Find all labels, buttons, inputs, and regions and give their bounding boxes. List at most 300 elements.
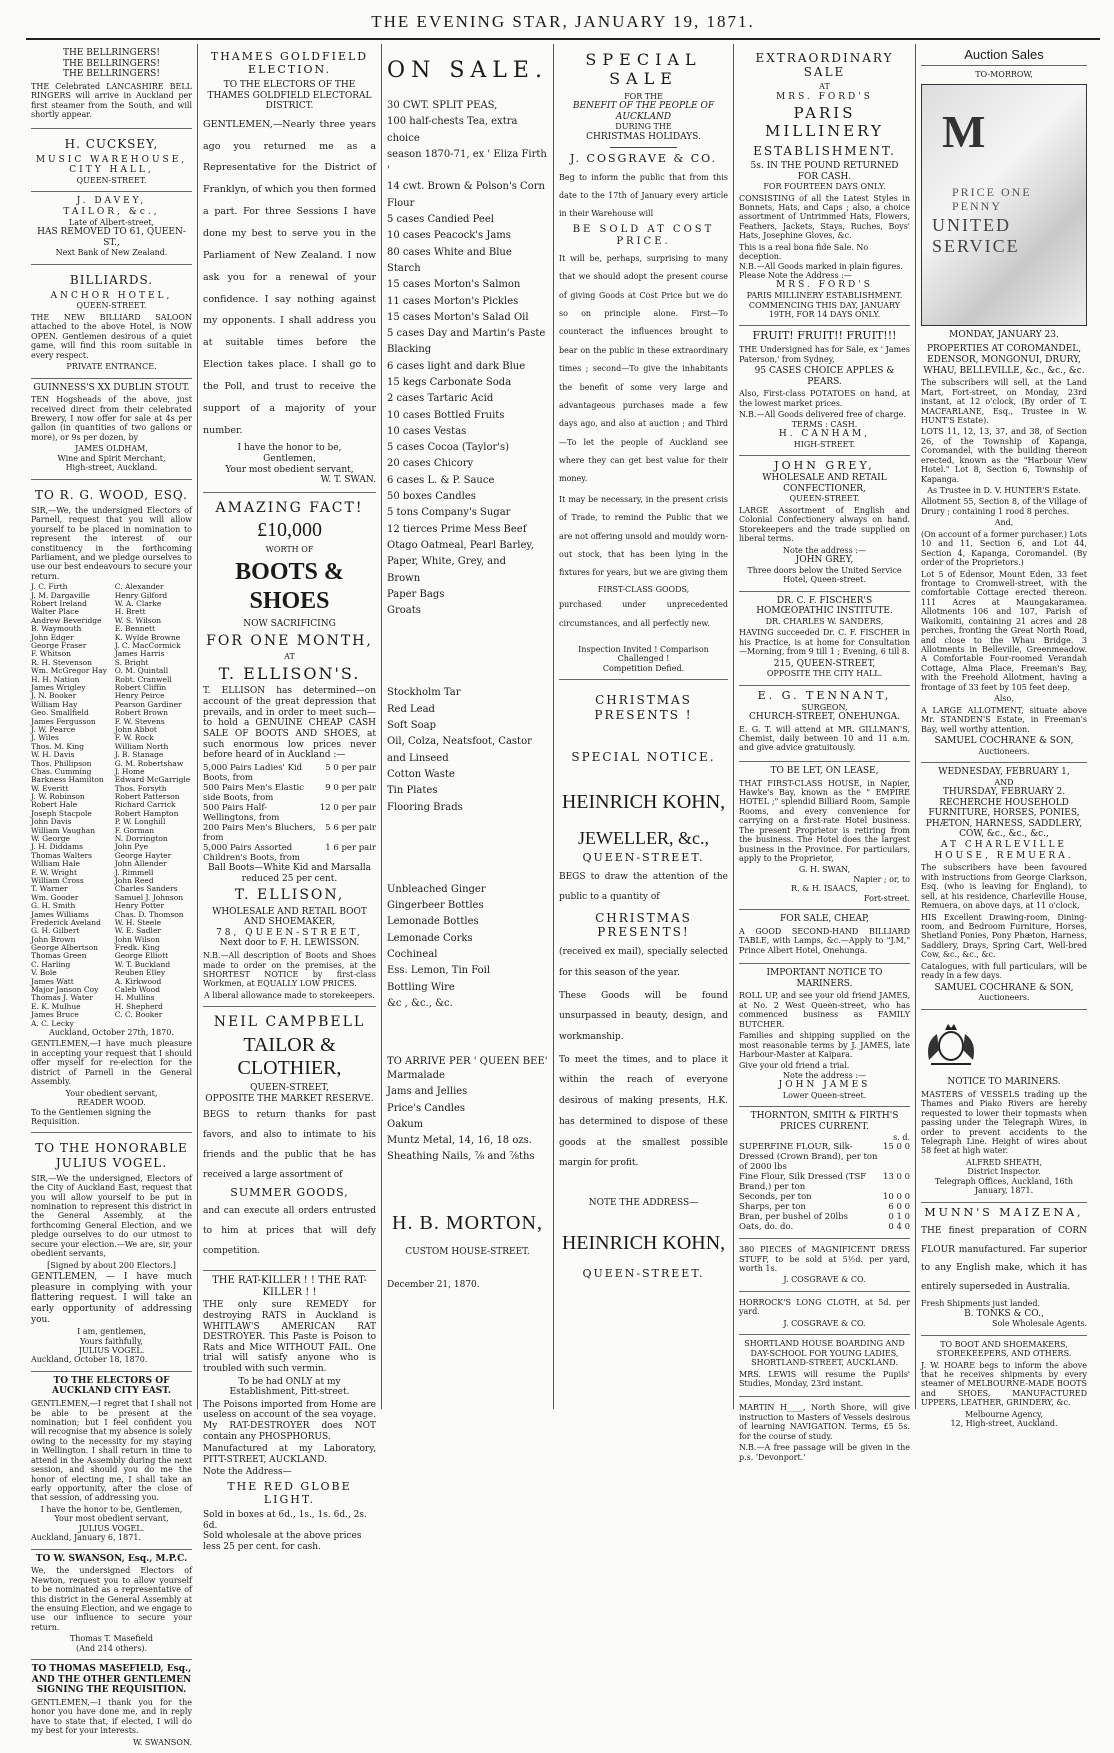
elector-name: J. N. Booker: [31, 691, 77, 701]
swanson-body: We, the undersigned Electors of Newton, request you to allow yourself to be nominated as a representative of this district in the General Assembly at the ensuing Election, and we engage to use our influence to secure your return.: [31, 1566, 192, 1632]
swanson-title: TO W. SWANSON, Esq., M.P.C.: [35, 1553, 188, 1564]
elector-name: W. George: [31, 834, 70, 844]
columns: [26, 44, 1100, 1747]
mariners-office: Telegraph Offices, Auckland, 16th January, 1871.: [935, 1176, 1073, 1196]
grey-wholesale: WHOLESALE AND RETAIL CONFECTIONER,: [762, 473, 887, 494]
let-body: THAT FIRST-CLASS HOUSE, in Napier, Hawke's Bay, known as the " EMPIRE HOTEL ;" splendid Billiard Room, Sample Rooms, and every convenience for carrying on a first-rate Hotel business. The present Proprietor is retiring from the business. The Hotel does the largest business in the Province. For particulars, apply to the Proprietor,: [739, 778, 910, 864]
charleville-ad: [921, 763, 1087, 1010]
auction-title: Auction Sales: [964, 47, 1044, 62]
maizena-ad: [921, 1203, 1087, 1336]
billiards-body: THE NEW BILLIARD SALOON attached to the above Hotel, is NOW OPEN. Gentlemen desirous of a quiet game, will find this room suitable in every respect.: [31, 312, 192, 360]
goods-item: 6 cases light and dark Blue: [387, 360, 526, 372]
elector-name: F. W. Wright: [31, 867, 77, 877]
auction-allot: Allotment 55, Section 8, of the Village of Drury ; containing 1 rood 8 perches.: [921, 497, 1087, 516]
elector-name: T. Warner: [31, 884, 68, 894]
elector-name: S. Bright: [114, 657, 149, 667]
davey-name: J. DAVEY,: [76, 196, 147, 207]
bellringers-line: THE BELLRINGERS!: [63, 58, 160, 69]
ellison-now: NOW SACRIFICING: [243, 619, 336, 630]
guinness-signer: JAMES OLDHAM,: [75, 444, 148, 454]
fruit-ad: [739, 326, 910, 456]
hoare-title: TO BOOT AND SHOEMAKERS, STOREKEEPERS, AND OTHERS.: [936, 1339, 1072, 1359]
wood-title: TO R. G. WOOD, ESQ.: [35, 487, 188, 502]
goods-item: and Linseed: [387, 752, 449, 764]
ford-mrs2: MRS. FORD'S: [776, 280, 873, 291]
auction-monday: MONDAY, JANUARY 23.: [949, 329, 1059, 340]
campbell-name: NEIL CAMPBELL: [213, 1014, 366, 1031]
thames-to: TO THE ELECTORS OF THE THAMES GOLDFIELD ELECTORAL DISTRICT.: [207, 79, 372, 112]
thornton-title: THORNTON, SMITH & FIRTH'S PRICES CURRENT.: [750, 1111, 899, 1132]
kohn-body6: (received ex mail), specially selected for this season of the year.: [559, 947, 728, 978]
elector-name: John Pye: [114, 842, 149, 852]
elector-name: E. K. Mulhue: [31, 1001, 81, 1011]
campbell-trade: TAILOR & CLOTHIER,: [237, 1033, 342, 1080]
price-row: [739, 1142, 910, 1172]
auction-wed: WEDNESDAY, FEBRUARY 1,: [938, 767, 1070, 777]
price-item: 5,000 Pairs Ladies' Kid Boots, from: [203, 762, 303, 783]
masthead: THE EVENING STAR, JANUARY 19, 1871.: [371, 12, 755, 31]
kohn-street-2: QUEEN-STREET.: [582, 1267, 705, 1281]
goods-item: &c , &c., &c.: [387, 997, 453, 1009]
elector-name: W. E. Sadler: [114, 926, 161, 936]
davey-ad: [31, 192, 192, 264]
elector-name: H. H. Nation: [31, 674, 80, 684]
auction-recherche: RECHERCHE HOUSEHOLD FURNITURE, HORSES, PONIES, PHÆTON, HARNESS, SADDLERY, COW, &c., &c., &c.,: [925, 797, 1083, 840]
wood-servant: Your obedient servant,: [65, 1088, 158, 1098]
vogel-reply: GENTLEMEN, — I have much pleasure in complying with your flattering request. I will take an early opportunity of addressing you.: [31, 1272, 192, 1325]
elector-name: Fredk. King: [114, 943, 160, 953]
fruit-delivered: N.B.—All Goods delivered free of charge.: [739, 410, 906, 420]
ford-please: Please Note the Address :—: [739, 271, 852, 281]
auction-trustee: As Trustee in D. V. HUNTER'S Estate.: [927, 486, 1081, 496]
elector-name: Major Janson Coy: [31, 985, 99, 995]
elector-name: J. Wiles: [31, 733, 59, 743]
cosgrave-invited: Inspection Invited ! Comparison Challenged !: [578, 645, 709, 664]
price-value: 15 0 0: [882, 1141, 910, 1152]
goods-item: Lemonade Bottles: [387, 916, 479, 928]
bellringers-ad: [31, 44, 192, 129]
goods-item: Brown: [387, 572, 421, 584]
wood-names: [31, 583, 192, 1028]
goods-item: Tin Plates: [387, 785, 438, 797]
ellison-worth: WORTH OF: [265, 544, 314, 554]
auction-props: PROPERTIES AT COROMANDEL, EDENSOR, MONGONUI, DRURY, WHAU, BELLEVILLE, &c., &c., &c.: [923, 344, 1085, 376]
auction-further: (On account of a former purchaser.) Lots 10 and 11, Section 6, and Lot 44, Section 4, Kapanga, Coromandel. (By order of the Proprietors.): [921, 529, 1087, 568]
goods-item: Marmalade: [387, 1070, 445, 1081]
price-item: 5,000 Pairs Assorted Children's Boots, from: [203, 842, 300, 863]
grey-body: LARGE Assortment of English and Colonial Confectionery always on hand. Storekeepers and the trade supplied on liberal terms.: [739, 505, 910, 544]
price-row: [203, 843, 376, 863]
goods-item: Lemonade Corks: [387, 932, 473, 944]
james-families: Families and shipping supplied on the most reasonable terms by J. JAMES, late Harbour-Master at Kaipara.: [739, 1031, 910, 1059]
wood-to: To the Gentlemen signing the Requisition.: [31, 1107, 151, 1126]
goods-item: 10 cases Peacock's Jams: [387, 230, 511, 242]
column-5: [734, 44, 916, 1462]
price-item: Oats, do. do.: [739, 1222, 794, 1233]
elector-name: Thos. Forsyth: [114, 783, 167, 793]
elector-name: V. Bole: [31, 968, 57, 978]
elector-name: William Vaughan: [31, 825, 96, 835]
ratkiller-ad: [203, 1271, 376, 1559]
ellison-at: AT: [284, 652, 295, 662]
electors-date: Auckland, January 6, 1871.: [31, 1533, 141, 1543]
price-value: 0 1 0: [888, 1212, 910, 1223]
thames-signer: W. T. SWAN.: [320, 475, 376, 486]
price-item: 500 Pairs Half-Wellingtons, from: [203, 802, 280, 823]
let-sign: G. H. SWAN,: [798, 865, 851, 875]
properties-ad: [921, 340, 1087, 763]
elector-name: John Allender: [114, 859, 167, 869]
masthead-rule: [26, 38, 1100, 40]
kohn-xmas2: CHRISTMAS PRESENTS!: [595, 911, 692, 940]
royal-crest-icon: [921, 1020, 981, 1068]
elector-name: James Wrigley: [31, 682, 86, 692]
price-row: [739, 1172, 910, 1192]
elector-name: George Hayter: [114, 850, 172, 860]
campbell-opp: OPPOSITE THE MARKET RESERVE.: [205, 1093, 374, 1104]
kohn-street: QUEEN-STREET.: [582, 850, 705, 864]
billiards-ad: [31, 265, 192, 379]
maizena-title: MUNN'S MAIZENA,: [924, 1205, 1084, 1219]
on-sale-title: ON SALE.: [387, 58, 548, 83]
cosgrave-firm: J. COSGRAVE & CO.: [569, 152, 718, 166]
guinness-role: Wine and Spirit Merchant,: [57, 453, 166, 463]
elector-name: C. Alexander: [114, 582, 164, 592]
elector-name: Andrew Beveridge: [31, 615, 102, 625]
vogel-date: Auckland, October 18, 1870.: [31, 1355, 148, 1365]
electors-signer: JULIUS VOGEL.: [78, 1523, 145, 1533]
ratkiller-title: THE RAT-KILLER ! ! THE RAT-KILLER ! !: [212, 1274, 367, 1298]
elector-name: Henry Peirce: [114, 691, 165, 701]
ratkiller-sold: Sold in boxes at 6d., 1s., 1s. 6d., 2s. 6d.: [203, 1510, 367, 1531]
elector-name: W. A. Clarke: [114, 599, 162, 609]
elector-name: Geo. Smallfield: [31, 708, 89, 718]
elector-name: George Elliott: [114, 951, 169, 961]
price-value: 6 0 0: [888, 1202, 910, 1213]
goods-item: Ess. Lemon, Tin Foil: [387, 965, 491, 977]
goods-item: Soft Soap: [387, 720, 437, 732]
elector-name: A. Kirkwood: [114, 976, 162, 986]
price-row: [739, 1202, 910, 1212]
special-during: DURING THE: [615, 122, 672, 132]
clipping-fragment: M: [942, 105, 986, 157]
price-value: 5 0 per pair: [325, 762, 376, 773]
navigation-passage: N.B.—A free passage will be given in the p.s. 'Devonport.': [739, 1443, 910, 1462]
campbell-street: QUEEN-STREET,: [250, 1082, 329, 1093]
ratkiller-poison: The Poisons imported from Home are useless on account of the sea voyage. My RAT-DESTROYER does NOT contain any PHOSPHORUS.: [203, 1399, 376, 1442]
elector-name: J. Home: [114, 766, 145, 776]
ellison-body: T. ELLISON has determined—on account of the great depression that prevails, and in order to meet such—to hold a GENUINE CHEAP CASH SALE OF BOOTS AND SHOES, at such enormous low prices never before heard of in Auckland :—: [203, 686, 376, 761]
elector-name: Henry Potter: [114, 901, 165, 911]
special-notice: SPECIAL NOTICE.: [571, 749, 716, 764]
elector-name: J. W. Robinson: [31, 792, 85, 802]
ellison-role: WHOLESALE AND RETAIL BOOT AND SHOEMAKER,: [212, 906, 367, 928]
elector-name: Thomas Walters: [31, 850, 92, 860]
campbell-tail: and can execute all orders entrusted to him at prices that will defy competition.: [203, 1206, 376, 1256]
billiard-table-ad: [739, 910, 910, 964]
ford-returned: 5s. IN THE POUND RETURNED FOR CASH.: [750, 160, 899, 182]
kohn-name: HEINRICH KOHN,: [561, 790, 726, 813]
goods-item: Jams and Jellies: [387, 1086, 468, 1098]
ellison-nb: N.B.—All description of Boots and Shoes made to order on the premises, at the SHORTEST NOTICE by first-class Workmen, at EQUALLY LOW PRICES.: [203, 951, 376, 989]
tennant-church: CHURCH-STREET, ONEHUNGA.: [748, 711, 901, 722]
elector-name: N. Dorrington: [114, 834, 168, 844]
xmas-presents: CHRISTMAS PRESENTS !: [594, 693, 693, 722]
special-for: FOR THE: [624, 91, 663, 101]
morton-date: December 21, 1870.: [387, 1279, 480, 1290]
elector-name: G. H. Gilbert: [31, 926, 80, 936]
ford-extra: EXTRAORDINARY SALE: [755, 51, 894, 80]
cosgrave-sale-ad: [559, 44, 728, 680]
elector-name: F. Gorman: [114, 825, 155, 835]
canham-street: HIGH-STREET.: [793, 439, 856, 449]
goods-list-3: [387, 882, 548, 1012]
electors-close: I have the honor to be, Gentlemen, Your most obedient servant,: [40, 1504, 183, 1524]
elector-name: Robert Hale: [31, 800, 78, 810]
elector-name: Robert Ireland: [31, 599, 87, 609]
elector-name: W. H. Davis: [31, 750, 75, 760]
campbell-ad: [203, 1007, 376, 1270]
ford-commencing: COMMENCING THIS DAY, JANUARY 19TH, FOR 14 DAYS ONLY.: [748, 300, 901, 319]
elector-name: Robert Hampton: [114, 808, 179, 818]
morton-addr: CUSTOM HOUSE-STREET.: [405, 1247, 530, 1258]
elector-name: Robert Cliffin: [114, 682, 167, 692]
column-6: [916, 44, 1092, 1429]
elector-name: George Albertson: [31, 943, 99, 953]
elector-name: Robt. Cranwell: [114, 674, 172, 684]
elector-name: O. M. Quintall: [114, 666, 169, 676]
goods-item: Muntz Metal, 14, 16, 18 ozs.: [387, 1135, 532, 1147]
bellringers-line: THE BELLRINGERS!: [63, 48, 160, 58]
ellison-for: FOR ONE MONTH,: [206, 632, 373, 649]
auction-charleville: AT CHARLEVILLE HOUSE, REMUERA.: [934, 840, 1074, 861]
tennant-ad: [739, 686, 910, 762]
price-item: Bran, per bushel of 20lbs: [739, 1212, 848, 1223]
vogel-close2: Yours faithfully,: [80, 1336, 143, 1346]
elector-name: F. W. Rock: [114, 733, 154, 743]
elector-name: W. T. Buckland: [114, 959, 171, 969]
cosgrave-body1: Beg to inform the public that from this date to the 17th of January every article in their Warehouse will: [559, 173, 728, 218]
goods-item: 50 boxes Candles: [387, 491, 476, 503]
kohn-body7: These Goods will be found unsurpassed in beauty, design, and workmanship.: [559, 990, 728, 1043]
james-note: Note the address :—: [783, 1070, 866, 1080]
elector-name: Henry Gilford: [114, 590, 168, 600]
goods-item: Oil, Colza, Neatsfoot, Castor: [387, 736, 532, 748]
thornton-price-list: [739, 1142, 910, 1232]
mariners-notice: NOTICE TO MARINERS.: [947, 1077, 1061, 1088]
arrive-heading: TO ARRIVE PER ' QUEEN BEE': [387, 1056, 548, 1068]
tennant-name: E. G. TENNANT,: [757, 688, 892, 702]
goods-item: Paper Bags: [387, 588, 445, 600]
elector-name: Richard Carrick: [114, 800, 176, 810]
ford-ad: [739, 44, 910, 326]
vogel-signed: [Signed by about 200 Electors.]: [47, 1260, 176, 1270]
ellison-amount: £10,000: [257, 519, 322, 542]
goods-item: Flour: [387, 197, 415, 209]
james-important: IMPORTANT NOTICE TO MARINERS.: [766, 968, 883, 989]
vogel-close1: I am, gentlemen,: [77, 1327, 146, 1337]
elector-name: J. C. Firth: [31, 582, 68, 592]
auction-and2: AND: [994, 777, 1014, 787]
james-name: JOHN JAMES: [778, 1080, 871, 1091]
school-ad: [739, 1335, 910, 1397]
electors-title: TO THE ELECTORS OF AUCKLAND CITY EAST.: [52, 1375, 171, 1397]
thames-body: GENTLEMEN,—Nearly three years ago you returned me as a Representative for the District of Franklyn, of which you then formed a part. For three Sessions I have done my best to serve you in the Parliament of New Zealand. I now ask you for a renewal of your confidence. I say nothing against my opponents. I shall address you at suitable times before the Election takes place. I shall go to the Poll, and trust to receive the support of a majority of your number.: [203, 118, 376, 436]
elector-name: John Davis: [31, 817, 72, 827]
ellison-ad: [203, 493, 376, 1007]
goods-item: 15 cases Morton's Salmon: [387, 279, 521, 291]
clipping-price: PRICE ONE PENNY: [952, 184, 1032, 213]
ellison-allow: A liberal allowance made to storekeepers.: [204, 990, 375, 1000]
hoare-melb: Melbourne Agency,: [964, 1409, 1044, 1419]
grey-doors: Three doors below the United Service Hotel, Queen-street.: [747, 565, 902, 585]
auction-also: Also,: [994, 694, 1014, 704]
fischer-ad: [739, 592, 910, 686]
wood-body: SIR,—We, the undersigned Electors of Parnell, request that you will allow yourself to be placed in nomination to represent the interest of our constituency in the forthcoming Parliament, and we pledge ourselves to use our best endeavours to secure your return.: [31, 505, 192, 581]
goods-item: Sheathing Nails, ⅞ and ⅞ths: [387, 1151, 535, 1163]
column-2: [198, 44, 382, 1552]
ratkiller-note: Note the Address—: [203, 1467, 292, 1478]
price-value: 13 0 0: [882, 1172, 910, 1183]
dress-ad: [739, 1239, 910, 1292]
ratkiller-mfr: Manufactured at my Laboratory, PITT-STREET, AUCKLAND.: [203, 1444, 376, 1465]
names-right-column: [115, 583, 192, 1028]
ellison-amazing: AMAZING FACT!: [215, 499, 364, 516]
auction-tomorrow: TO-MORROW,: [975, 70, 1033, 80]
elector-name: William Hale: [31, 859, 80, 869]
goods-item: 10 cases Bottled Fruits: [387, 409, 505, 421]
guinness-body: TEN Hogsheads of the above, just received direct from their celebrated Brewery, I now offer for sale at 4s per gallon (in quantities of two gallons or more), or 9s per dozen, by: [31, 395, 192, 442]
price-row: [203, 783, 376, 803]
price-value: 9 0 per pair: [325, 782, 376, 793]
price-value: 10 0 0: [882, 1192, 910, 1203]
swanson-ad: [31, 1550, 192, 1661]
cloth-body: HORROCK'S LONG CLOTH, at 5d. per yard.: [739, 1297, 910, 1317]
fruit-apples: 95 CASES CHOICE APPLES & PEARS.: [754, 366, 895, 387]
masefield-title: TO THOMAS MASEFIELD, Esq., AND THE OTHER GENTLEMEN SIGNING THE REQUISITION.: [31, 1664, 192, 1696]
elector-name: Thos. M. King: [31, 741, 85, 751]
price-row: [203, 823, 376, 843]
elector-name: Robert Patterson: [114, 792, 180, 802]
elector-name: Walter Place: [31, 607, 79, 617]
electors-ad: [31, 1372, 192, 1550]
davey-moved: HAS REMOVED TO 61, QUEEN-ST.,: [37, 227, 186, 248]
kohn-note: NOTE THE ADDRESS—: [588, 1197, 699, 1208]
goods-item: Gingerbeer Bottles: [387, 900, 484, 912]
elector-name: Chas. Cumming: [31, 766, 92, 776]
campbell-body: BEGS to return thanks for past favors, and also to intimate to his friends and the public that he has received a large assortment of: [203, 1110, 376, 1180]
elector-name: A. C. Lecky: [31, 1018, 74, 1028]
sanders-body: HAVING succeeded Dr. C. F. FISCHER in his Practice, is at home for Consultation—Morning, from 9 till 1 ; Evening, 6 till 8.: [739, 628, 910, 657]
price-row: [203, 763, 376, 783]
kohn-body8: To meet the times, and to place it within the reach of everyone desirous of making presents, H.K. has determined to dispose of these goods at the smallest possible margin for profit.: [559, 1054, 728, 1169]
wood-date: Auckland, October 27th, 1870.: [49, 1028, 174, 1037]
hoare-ad: [921, 1336, 1087, 1435]
grey-note: Note the address :—: [783, 545, 866, 555]
cosgrave-body3: It may be necessary, in the present crisis of Trade, to remind the Public that we are not offering unsold and mouldy worn-out stock, that has been lying in the fixtures for years, but we are giving them: [559, 494, 728, 578]
elector-name: J. W. Pearce: [31, 724, 76, 734]
auction-favoured: The subscribers have been favoured with instructions from George Clarkson, Esq. (who is leaving for England), to sell, at his residence, Charleville House, Remuera, on above days, at 11 o'clock,: [921, 863, 1087, 911]
elector-name: K. Wylde Browne: [114, 632, 181, 642]
james-give: Give your old friend a trial.: [739, 1061, 850, 1071]
ford-paris: PARIS MILLINERY: [765, 104, 884, 141]
column-3: [382, 44, 554, 1409]
maizena-tonks: B. TONKS & CO.,: [964, 1308, 1044, 1319]
auction-large: A LARGE ALLOTMENT, situate above Mr. STANDEN'S Estate, in Freeman's Bay, well worthy attention.: [921, 705, 1087, 734]
elector-name: Wm. Gooder: [31, 892, 79, 902]
goods-item: Otago Oatmeal, Pearl Barley,: [387, 539, 534, 551]
elector-name: W. S. Wilson: [114, 615, 162, 625]
bellringers-line: THE BELLRINGERS!: [63, 69, 160, 80]
ellison-goods: BOOTS & SHOES: [235, 559, 344, 614]
cucksey-line2: CITY HALL,: [69, 165, 154, 176]
elector-name: Samuel J. Johnson: [114, 892, 184, 902]
ford-paris2: PARIS MILLINERY ESTABLISHMENT.: [746, 291, 903, 301]
elector-name: James Watt: [31, 976, 74, 986]
ellison-shop: T. ELLISON'S.: [218, 663, 361, 683]
elector-name: J. C. MacCormick: [114, 641, 181, 651]
elector-name: W. Everitt: [31, 783, 69, 793]
wood-ad: [31, 480, 192, 1134]
hoare-body: J. W. HOARE begs to inform the above that he receives shipments by every steamer of MELBOURNE-MADE BOOTS and SHOES, MANUFACTURED UPPERS, LEATHER, GRINDERY, &c.: [921, 1360, 1087, 1408]
elector-name: F. W. Stevens: [114, 716, 165, 726]
ellison-addr: 78, QUEEN-STREET,: [216, 927, 363, 938]
thames-ad: [203, 44, 376, 493]
kohn-body5: BEGS to draw the attention of the public to a quantity of: [559, 871, 728, 903]
maizena-sole: Sole Wholesale Agents.: [992, 1319, 1087, 1329]
wood-reply: GENTLEMEN,—I have much pleasure in accepting your request that I should offer myself for re-election for the district of Parnell in the General Assembly.: [31, 1039, 192, 1087]
elector-name: William North: [114, 741, 169, 751]
price-value: 5 6 per pair: [325, 822, 376, 833]
table-sale: FOR SALE, CHEAP,: [779, 914, 870, 925]
mariners-district: District Inspector.: [967, 1167, 1041, 1177]
ford-mrs: MRS. FORD'S: [776, 91, 873, 102]
cucksey-line1: MUSIC WAREHOUSE,: [35, 154, 188, 165]
goods-item: 100 half-chests Tea, extra choice: [387, 116, 518, 144]
ratkiller-body: THE only sure REMEDY for destroying RATS in Auckland is WHITLAW'S AMERICAN RAT DESTROYER. This Paste is Poison to Rats and Mice WITHOUT FAIL. One trial will satisfy anyone who is troubled with such vermin.: [203, 1300, 376, 1374]
price-value: 1 6 per pair: [325, 842, 376, 853]
davey-next: Next Bank of New Zealand.: [55, 248, 168, 258]
price-row: [739, 1212, 910, 1222]
kohn-jeweller: JEWELLER, &c.,: [578, 828, 709, 849]
goods-item: 30 CWT. SPLIT PEAS,: [387, 99, 498, 111]
thornton-sd: s. d.: [893, 1132, 910, 1142]
grey-ad: [739, 456, 910, 591]
goods-item: 6 cases L. & P. Sauce: [387, 474, 495, 486]
elector-name: John Reed: [114, 875, 154, 885]
goods-item: Flooring Brads: [387, 801, 463, 813]
elector-name: Caleb Wood: [114, 985, 160, 995]
ratkiller-whole: Sold wholesale at the above prices less 25 per cent. for cash.: [203, 1531, 362, 1552]
vogel-signer: JULIUS VOGEL.: [78, 1345, 145, 1355]
tennant-surgeon: SURGEON,: [801, 702, 848, 712]
auction-and: And,: [994, 518, 1014, 528]
elector-name: John Edger: [31, 632, 74, 642]
masefield-signer: W. SWANSON.: [132, 1737, 192, 1747]
fruit-potatoes: Also, First-class POTATOES on hand, at the lowest market prices.: [739, 389, 910, 408]
cucksey-name: H. CUCKSEY,: [64, 136, 159, 151]
elector-name: P. W. Longhill: [114, 817, 166, 827]
elector-name: Thomas Green: [31, 951, 87, 961]
navigation-ad: [739, 1397, 910, 1470]
billiards-title: BILLIARDS.: [69, 272, 154, 287]
maizena-fresh: Fresh Shipments just landed.: [921, 1299, 1041, 1309]
goods-item: 20 cases Chicory: [387, 458, 474, 470]
ratkiller-only: To be had ONLY at my Establishment, Pitt-street.: [229, 1376, 350, 1398]
maizena-body: THE finest preparation of CORN FLOUR manufactured. Far superior to any English make, which it has entirely superseded in Australia.: [921, 1225, 1087, 1293]
let-title: TO BE LET, ON LEASE,: [770, 765, 879, 776]
elector-name: J. Rimmell: [114, 867, 154, 877]
